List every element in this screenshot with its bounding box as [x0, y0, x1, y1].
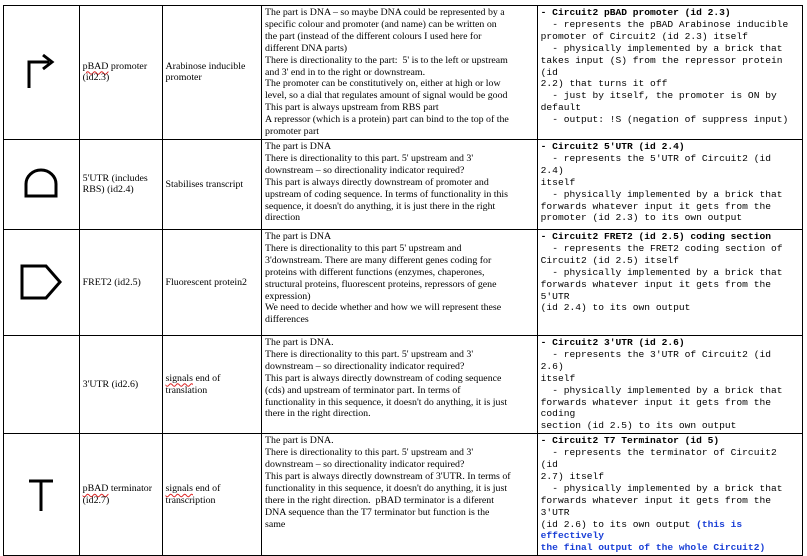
description-line: The part is DNA — [265, 140, 332, 152]
table-row — [4, 229, 803, 335]
spec-line: forwards whatever input it gets from the coding — [540, 396, 777, 420]
description-cell — [262, 139, 538, 229]
description-line: There is directionality to the part: 5' is to the left or upstream — [265, 54, 508, 66]
description-line: there in the right direction. — [265, 408, 371, 420]
description-cell — [262, 229, 538, 335]
table-row — [4, 434, 803, 556]
description-line: expression) — [265, 290, 311, 302]
description-line: upstream of coding sequence. In terms of functionality in this — [265, 188, 508, 200]
symbol-cell — [4, 6, 80, 140]
spec-line — [541, 519, 799, 543]
function-cell: signals end of translation — [162, 335, 261, 433]
part-name-cell: pBAD promoter (id2.3) — [79, 6, 162, 140]
description-line: and 3' end in to the right or downstream. — [265, 66, 426, 78]
description-line: This part is always directly downstream of promoter and — [265, 176, 489, 188]
description-line: differences — [265, 314, 309, 326]
description-line: This part is always directly downstream of 3'UTR. In terms of — [265, 470, 511, 482]
table-row — [4, 6, 803, 140]
final-output-note: the final output of the whole Circuit2) — [540, 542, 766, 554]
final-output-note: (this is effectively — [540, 518, 748, 542]
spec-line: itself — [540, 176, 576, 188]
promoter-arrow-icon — [21, 52, 61, 92]
spec-line: 2.2) that turns it off — [540, 78, 668, 90]
spec-line: - physically implemented by a brick that — [540, 482, 783, 494]
utr-dome-icon — [21, 168, 61, 200]
spec-line: promoter (id 2.3) to its own output — [540, 212, 743, 224]
description-line: same — [265, 518, 286, 530]
table-row — [4, 139, 803, 229]
description-line: functionality in this sequence, it doesn't do anything, it is just — [265, 396, 508, 408]
description-cell — [262, 434, 538, 556]
spec-line: - output: !S (negation of suppress input) — [540, 114, 789, 126]
spec-line: - physically implemented by a brick that — [540, 42, 783, 54]
description-line: There is directionality to this part. 5' upstream and 3' — [265, 348, 474, 360]
description-line: The part is DNA – so maybe DNA could be represented by a — [265, 7, 505, 18]
spec-line: - physically implemented by a brick that — [540, 384, 783, 396]
spec-line: - physically implemented by a brick that — [540, 266, 783, 278]
spec-line: - represents the FRET2 coding section of — [540, 242, 783, 254]
description-line: downstream – so directionality indicator required? — [265, 164, 465, 176]
part-name-cell: 5'UTR (includes RBS) (id2.4) — [79, 139, 162, 229]
spec-line: - Circuit2 FRET2 (id 2.5) coding section — [540, 230, 771, 242]
description-line: The part is DNA. — [265, 336, 334, 348]
description-line: functionality in this sequence, it doesn't do anything, it is just — [265, 482, 508, 494]
part-name-cell: FRET2 (id2.5) — [79, 229, 162, 335]
description-line: downstream – so directionality indicator required? — [265, 360, 465, 372]
function-cell: Fluorescent protein2 — [162, 229, 261, 335]
sbol-parts-table — [3, 5, 803, 556]
spec-line: - Circuit2 pBAD promoter (id 2.3) — [540, 7, 731, 18]
description-line: specific colour and promoter (and name) can be written on — [265, 18, 497, 30]
spec-cell — [537, 6, 802, 140]
part-name-cell: pBAD terminator (id2.7) — [79, 434, 162, 556]
spec-line: - represents the 3'UTR of Circuit2 (id 2.6) — [540, 348, 777, 372]
symbol-cell — [4, 229, 80, 335]
spec-line: takes input (S) from the repressor protein (id — [540, 54, 789, 78]
description-line: A repressor (which is a protein) part can bind to the top of the — [265, 114, 509, 126]
spec-line: - represents the pBAD Arabinose inducible — [540, 18, 789, 30]
description-line: level, so a dial that regulates amount of signal would be good — [265, 90, 508, 102]
description-line: different DNA parts) — [265, 42, 348, 54]
function-cell: signals end of transcription — [162, 434, 261, 556]
spec-line: - just by itself, the promoter is ON by — [540, 90, 777, 102]
description-line: The part is DNA. — [265, 435, 334, 447]
spec-text: (id 2.6) to its own output — [540, 518, 697, 530]
description-cell — [262, 6, 538, 140]
symbol-cell — [4, 335, 80, 433]
description-line: This part is always directly downstream of coding sequence — [265, 372, 502, 384]
spec-cell — [537, 229, 802, 335]
description-line: There is directionality to this part. 5' upstream and 3' — [265, 447, 474, 459]
table-row — [4, 335, 803, 433]
spec-line: forwards whatever input it gets from the 5'UTR — [540, 278, 777, 302]
description-line: 3'downstream. There are many different genes coding for — [265, 254, 492, 266]
spec-line: - represents the terminator of Circuit2 (id — [540, 447, 783, 471]
spec-line: promoter of Circuit2 (id 2.3) itself — [540, 30, 748, 42]
spec-line: 2.7) itself — [540, 470, 605, 482]
description-cell — [262, 335, 538, 433]
symbol-cell — [4, 139, 80, 229]
part-name-cell: 3'UTR (id2.6) — [79, 335, 162, 433]
description-line: (cds) and upstream of terminator part. In terms of — [265, 384, 461, 396]
terminator-t-icon — [21, 475, 61, 515]
spec-line: default — [540, 102, 581, 114]
spec-cell — [537, 434, 802, 556]
cds-pentagon-icon — [18, 262, 64, 302]
spec-line: (id 2.4) to its own output — [540, 302, 691, 314]
spec-cell — [537, 139, 802, 229]
description-line: direction — [265, 212, 301, 224]
function-cell: Stabilises transcript — [162, 139, 261, 229]
spec-line: - Circuit2 3'UTR (id 2.6) — [540, 336, 685, 348]
description-line: There is directionality to this part 5' upstream and — [265, 242, 462, 254]
description-line: structural proteins, fluorescent proteins, repressors of gene — [265, 278, 497, 290]
spec-line: - Circuit2 T7 Terminator (id 5) — [540, 435, 720, 447]
description-line: promoter part — [265, 126, 320, 138]
description-line: downstream – so directionality indicator required? — [265, 459, 465, 471]
spec-line: - represents the 5'UTR of Circuit2 (id 2.4) — [540, 152, 777, 176]
spec-line: - Circuit2 5'UTR (id 2.4) — [540, 140, 685, 152]
description-line: There is directionality to this part. 5' upstream and 3' — [265, 152, 474, 164]
function-cell: Arabinose inducible promoter — [162, 6, 261, 140]
spec-line: Circuit2 (id 2.5) itself — [540, 254, 679, 266]
description-line: We need to decide whether and how we will represent these — [265, 302, 502, 314]
description-line: DNA sequence than the T7 terminator but function is the — [265, 506, 490, 518]
symbol-cell — [4, 434, 80, 556]
spec-line: section (id 2.5) to its own output — [540, 420, 737, 432]
description-line: sequence, it doesn't do anything, it is just there in the right — [265, 200, 496, 212]
spec-cell — [537, 335, 802, 433]
spec-line: forwards whatever input it gets from the 3'UTR — [540, 494, 777, 518]
spec-line: itself — [540, 372, 576, 384]
description-line: there in the right direction. pBAD terminator is a diferent — [265, 494, 494, 506]
description-line: the part (instead of the different colours I used here for — [265, 30, 482, 42]
spec-line: forwards whatever input it gets from the — [540, 200, 771, 212]
description-line: The promoter can be constitutively on, either at high or low — [265, 78, 501, 90]
description-line: This part is always upstream from RBS part — [265, 102, 439, 114]
spec-line: - physically implemented by a brick that — [540, 188, 783, 200]
description-line: proteins with different functions (enzymes, chaperones, — [265, 266, 485, 278]
description-line: The part is DNA — [265, 230, 332, 242]
